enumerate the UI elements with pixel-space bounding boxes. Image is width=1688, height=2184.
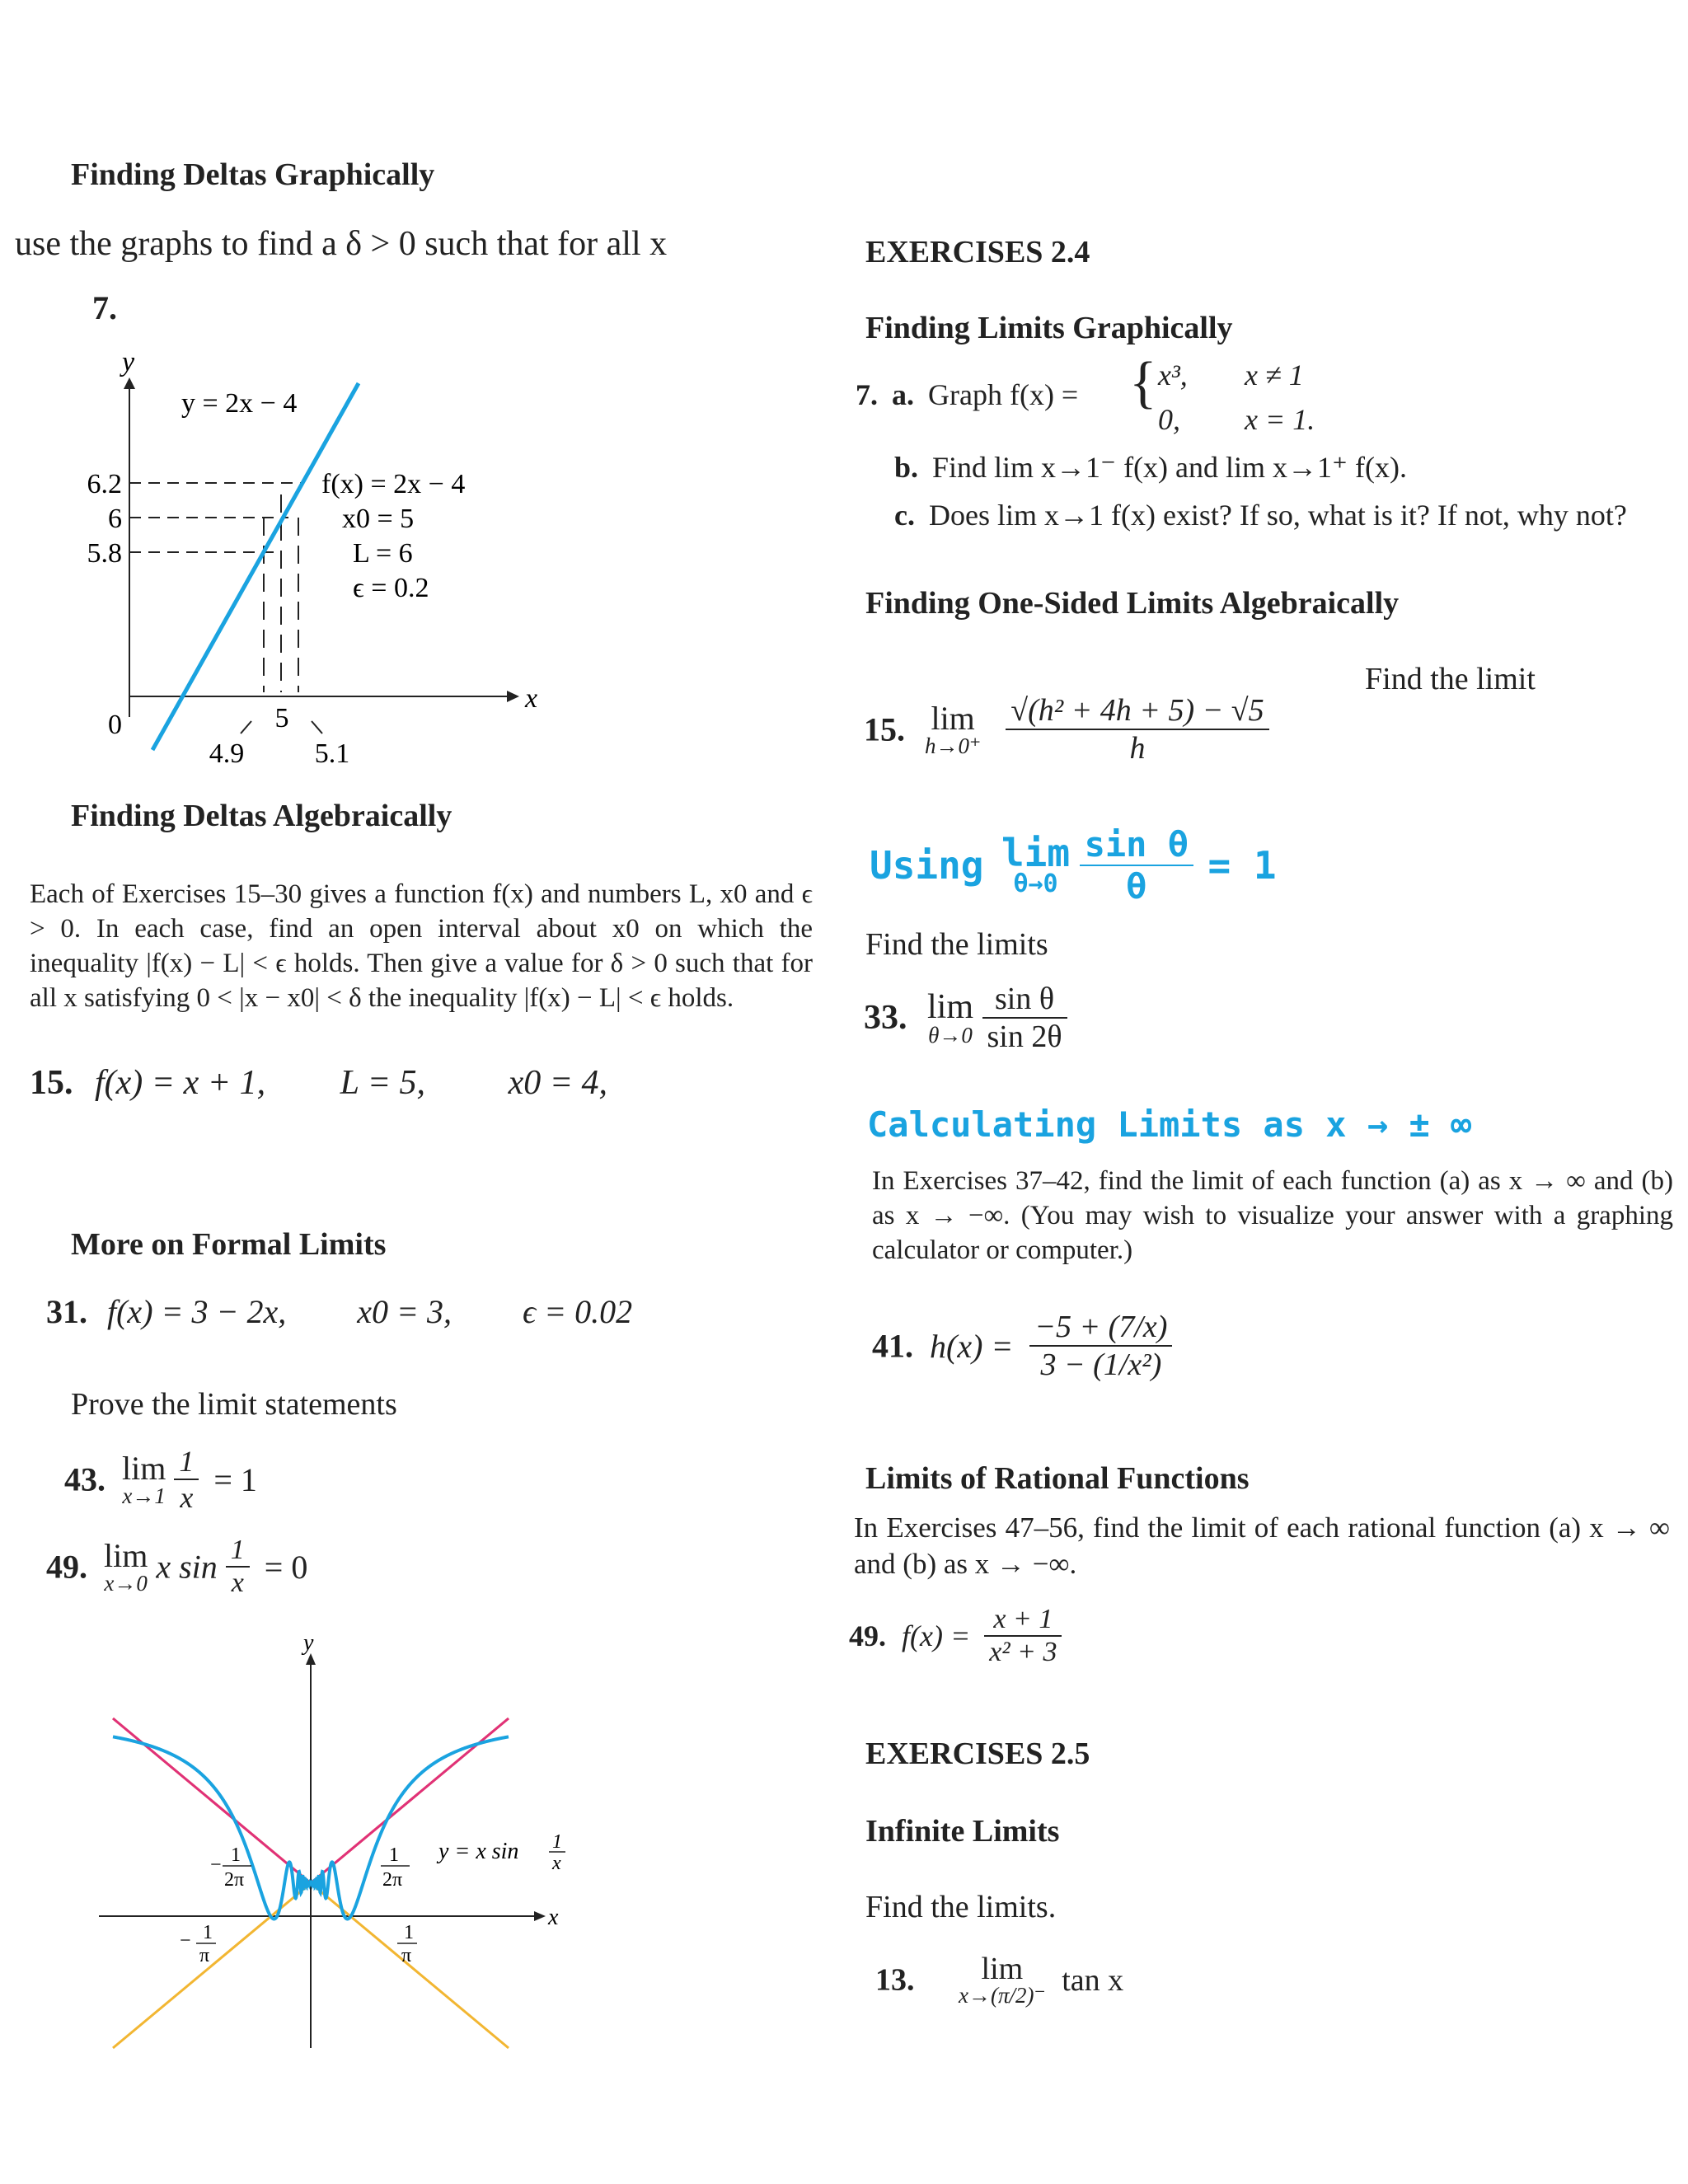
exercises-heading: EXERCISES 2.4	[865, 235, 1090, 269]
svg-text:1: 1	[552, 1831, 562, 1853]
svg-text:1: 1	[231, 1844, 241, 1866]
y-axis-arrow	[124, 377, 135, 389]
section-heading: Finding Limits Graphically	[865, 311, 1233, 345]
line-y-2x-4	[152, 383, 359, 750]
exercise-49-right: 49. f(x) = $\frac{x + 1}{\text{x² + 3}}$	[849, 1604, 1062, 1668]
svg-text:−: −	[180, 1930, 191, 1952]
exercise-33: 33. lim θ→0 $\frac{\text{sin θ}}{\sin 2\theta}$	[864, 981, 1067, 1055]
origin-label: 0	[108, 710, 122, 740]
exercise-15: 15. f(x) = x + 1, L = 5, x0 = 4,	[30, 1064, 608, 1102]
y-axis-label: y	[122, 347, 135, 377]
tick-62: 6.2	[87, 469, 122, 499]
section-heading-calc: Calculating Limits as x → ± ∞	[867, 1104, 1472, 1145]
y-axis-label: y	[303, 1632, 314, 1656]
find-limits-text: Find the limits.	[865, 1890, 1057, 1924]
section-heading: Finding Deltas Algebraically	[71, 799, 452, 833]
x-axis-label: x	[548, 1905, 559, 1930]
instructions-paragraph: Each of Exercises 15–30 gives a function f(x) and numbers L, x0 and ϵ > 0. In each case, find an open interval about x0 on which the inequality |f(x) − L| < ϵ holds. Then give a value for δ > 0 such that for all x satisfying 0 < |x − x0| < δ the inequality |f(x) − L| < ϵ holds.	[30, 879, 813, 1013]
svg-text:1: 1	[203, 1922, 213, 1943]
exercise-7b: b. Find lim x→1⁻ f(x) and lim x→1⁺ f(x).	[894, 451, 1407, 484]
using-limit-heading: Using lim θ→0 $\frac{\text{sin θ}}{\theta}$ = 1	[870, 824, 1277, 907]
delta-graph	[49, 330, 577, 775]
instructions-paragraph-37: In Exercises 37–42, find the limit of each function (a) as x → ∞ and (b) as x → −∞. (You may wish to visualize your answer with a graphing calculator or computer.)	[872, 1166, 1673, 1265]
tick-5: 5	[274, 703, 289, 733]
info-L: L = 6	[353, 538, 413, 569]
section-heading: More on Formal Limits	[71, 1227, 387, 1262]
svg-text:π: π	[401, 1945, 412, 1966]
info-x0: x0 = 5	[342, 504, 415, 534]
section-heading: Finding Deltas Graphically	[71, 157, 435, 192]
exercise-13: 13. lim x→(π/2)⁻ tan x	[875, 1952, 1124, 2008]
tick-6: 6	[108, 504, 122, 534]
svg-text:x: x	[552, 1853, 561, 1874]
line-label: y = 2x − 4	[181, 388, 298, 419]
tick-58: 5.8	[87, 538, 122, 569]
tick-51: 5.1	[314, 738, 350, 769]
svg-text:2π: 2π	[224, 1869, 245, 1891]
exercise-31: 31. f(x) = 3 − 2x, x0 = 3, ϵ = 0.02	[46, 1293, 633, 1330]
find-limit-text: Find the limit	[1365, 662, 1536, 696]
exercise-41: 41. h(x) = $\frac{-5 + (7/x)}{\text{3 − (1/x²)}}$	[872, 1309, 1172, 1383]
info-f: f(x) = 2x − 4	[321, 469, 466, 499]
intro-text: use the graphs to find a δ > 0 such that for all x	[15, 225, 668, 263]
svg-text:1: 1	[389, 1844, 399, 1866]
exercise-43: 43. lim x→1 $\frac{1}{x}$ = 1	[64, 1445, 257, 1514]
svg-text:1: 1	[404, 1922, 414, 1943]
exercises-heading: EXERCISES 2.5	[865, 1736, 1090, 1771]
x-axis-label: x	[525, 683, 538, 714]
svg-text:2π: 2π	[382, 1869, 403, 1891]
x-axis-arrow	[507, 691, 519, 702]
info-eps: ϵ = 0.2	[353, 573, 429, 603]
exercise-number: 7.	[92, 289, 117, 326]
xsin-graph	[82, 1632, 593, 2060]
exercise-49: 49. lim x→0 x sin $\frac{1}{x}$ = 0	[46, 1535, 308, 1598]
svg-text:−: −	[210, 1854, 222, 1876]
exercise-15-right: 15. lim h→0⁺ $\frac{\text{√(h² + 4h + 5) − √5}}{h}$	[864, 692, 1269, 766]
instructions-paragraph-47: In Exercises 47–56, find the limit of each rational function (a) x → ∞ and (b) as x → −∞.	[854, 1511, 1670, 1580]
tick-49: 4.9	[209, 738, 245, 769]
curve-label: y = x sin	[438, 1839, 519, 1864]
svg-text:π: π	[199, 1945, 210, 1966]
exercise-7a: 7. a. Graph f(x) =	[856, 378, 1079, 411]
section-heading: Infinite Limits	[865, 1814, 1060, 1849]
section-heading: Limits of Rational Functions	[865, 1461, 1250, 1496]
prove-text: Prove the limit statements	[71, 1387, 397, 1422]
exercise-7c: c. Does lim x→1 f(x) exist? If so, what is it? If not, why not?	[894, 499, 1627, 532]
section-heading: Finding One-Sided Limits Algebraically	[865, 586, 1400, 621]
find-limits-text: Find the limits	[865, 927, 1048, 962]
